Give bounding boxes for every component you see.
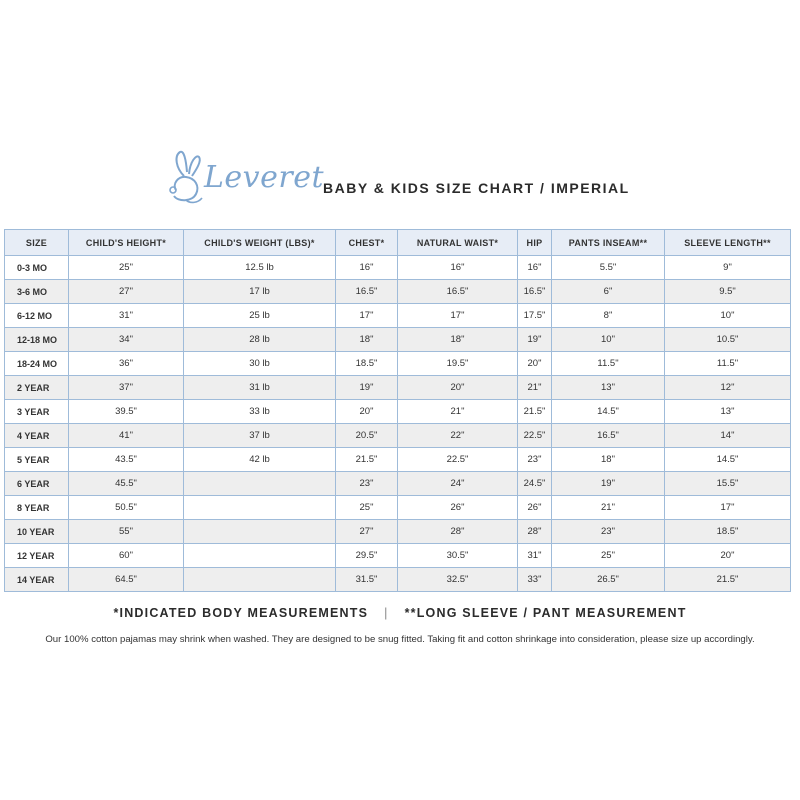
table-cell: 17.5" (518, 304, 552, 328)
table-cell: 45.5" (69, 472, 184, 496)
table-row (5, 352, 791, 376)
table-cell: 16.5" (336, 280, 398, 304)
table-cell: 33" (518, 568, 552, 592)
table-cell: 14.5" (665, 448, 791, 472)
table-row (5, 256, 791, 280)
table-cell: 26" (398, 496, 518, 520)
table-cell: 18" (552, 448, 665, 472)
table-cell: 18.5" (665, 520, 791, 544)
table-cell: 10" (665, 304, 791, 328)
table-cell: 36" (69, 352, 184, 376)
table-row (5, 280, 791, 304)
column-header: SLEEVE LENGTH** (665, 230, 791, 256)
table-cell: 16.5" (398, 280, 518, 304)
logo-text: Leveret (204, 160, 325, 195)
table-cell: 10" (552, 328, 665, 352)
size-label-cell: 5 YEAR (5, 448, 69, 472)
table-row (5, 544, 791, 568)
table-cell: 39.5" (69, 400, 184, 424)
table-cell: 23" (518, 448, 552, 472)
table-cell: 18" (336, 328, 398, 352)
table-cell: 26.5" (552, 568, 665, 592)
table-cell: 25" (336, 496, 398, 520)
table-cell: 17" (336, 304, 398, 328)
footnote-body-measurements: *INDICATED BODY MEASUREMENTS (113, 606, 369, 620)
table-cell: 17 lb (184, 280, 336, 304)
table-cell: 13" (665, 400, 791, 424)
table-cell: 16.5" (552, 424, 665, 448)
table-cell: 24.5" (518, 472, 552, 496)
table-cell: 31.5" (336, 568, 398, 592)
size-label-cell: 12-18 MO (5, 328, 69, 352)
table-cell: 20" (336, 400, 398, 424)
table-row (5, 424, 791, 448)
table-cell: 12" (665, 376, 791, 400)
size-label-cell: 3-6 MO (5, 280, 69, 304)
table-cell: 34" (69, 328, 184, 352)
table-cell: 16.5" (518, 280, 552, 304)
table-header-row (5, 230, 791, 256)
table-cell: 55" (69, 520, 184, 544)
table-cell: 22.5" (518, 424, 552, 448)
table-cell (184, 472, 336, 496)
table-cell: 21" (552, 496, 665, 520)
table-cell: 41" (69, 424, 184, 448)
table-cell: 21" (518, 376, 552, 400)
size-label-cell: 3 YEAR (5, 400, 69, 424)
table-cell: 13" (552, 376, 665, 400)
footnote-separator: | (384, 606, 389, 620)
table-cell: 27" (69, 280, 184, 304)
size-label-cell: 6-12 MO (5, 304, 69, 328)
table-cell: 16" (336, 256, 398, 280)
table-cell: 28" (518, 520, 552, 544)
size-label-cell: 14 YEAR (5, 568, 69, 592)
size-label-cell: 2 YEAR (5, 376, 69, 400)
table-row (5, 472, 791, 496)
table-cell: 14.5" (552, 400, 665, 424)
size-label-cell: 6 YEAR (5, 472, 69, 496)
table-cell: 20" (665, 544, 791, 568)
table-cell: 10.5" (665, 328, 791, 352)
table-cell: 18" (398, 328, 518, 352)
column-header: SIZE (5, 230, 69, 256)
table-cell: 25" (69, 256, 184, 280)
table-cell: 31" (518, 544, 552, 568)
table-cell: 23" (336, 472, 398, 496)
table-cell: 37" (69, 376, 184, 400)
table-cell: 60" (69, 544, 184, 568)
header (168, 148, 688, 210)
table-row (5, 568, 791, 592)
table-cell (184, 496, 336, 520)
size-label-cell: 8 YEAR (5, 496, 69, 520)
table-cell: 37 lb (184, 424, 336, 448)
size-chart-table (4, 229, 791, 592)
table-cell: 14" (665, 424, 791, 448)
brand-logo (168, 148, 325, 210)
table-row (5, 328, 791, 352)
column-header: NATURAL WAIST* (398, 230, 518, 256)
table-cell: 25 lb (184, 304, 336, 328)
table-cell (184, 568, 336, 592)
table-cell: 33 lb (184, 400, 336, 424)
size-label-cell: 12 YEAR (5, 544, 69, 568)
table-cell: 50.5" (69, 496, 184, 520)
column-header: CHEST* (336, 230, 398, 256)
table-cell: 22.5" (398, 448, 518, 472)
table-row (5, 496, 791, 520)
table-cell: 20" (398, 376, 518, 400)
table-cell: 17" (665, 496, 791, 520)
table-cell: 19" (552, 472, 665, 496)
table-cell: 31" (69, 304, 184, 328)
table-cell: 18.5" (336, 352, 398, 376)
table-cell: 5.5" (552, 256, 665, 280)
table-cell: 11.5" (665, 352, 791, 376)
column-header: HIP (518, 230, 552, 256)
table-cell: 19" (336, 376, 398, 400)
table-cell: 21.5" (336, 448, 398, 472)
table-cell: 28 lb (184, 328, 336, 352)
table-cell: 64.5" (69, 568, 184, 592)
table-cell: 27" (336, 520, 398, 544)
table-cell: 12.5 lb (184, 256, 336, 280)
table-cell: 6" (552, 280, 665, 304)
size-label-cell: 10 YEAR (5, 520, 69, 544)
table-cell: 30.5" (398, 544, 518, 568)
table-row (5, 376, 791, 400)
column-header: CHILD'S WEIGHT (LBS)* (184, 230, 336, 256)
table-cell: 23" (552, 520, 665, 544)
table-cell: 24" (398, 472, 518, 496)
table-cell: 28" (398, 520, 518, 544)
table-cell: 32.5" (398, 568, 518, 592)
size-label-cell: 0-3 MO (5, 256, 69, 280)
table-row (5, 400, 791, 424)
table-cell: 21.5" (665, 568, 791, 592)
column-header: CHILD'S HEIGHT* (69, 230, 184, 256)
table-row (5, 448, 791, 472)
footnotes (0, 606, 800, 620)
table-cell: 21.5" (518, 400, 552, 424)
table-cell: 15.5" (665, 472, 791, 496)
size-label-cell: 4 YEAR (5, 424, 69, 448)
table-cell (184, 520, 336, 544)
table-cell: 19.5" (398, 352, 518, 376)
shrinkage-disclaimer: Our 100% cotton pajamas may shrink when washed. They are designed to be snug fitted. Taking fit and cotton shrinkage into consideration, please size up accordingly. (45, 634, 755, 645)
table-cell: 9.5" (665, 280, 791, 304)
table-cell: 17" (398, 304, 518, 328)
table-row (5, 520, 791, 544)
table-cell: 8" (552, 304, 665, 328)
table-cell: 21" (398, 400, 518, 424)
size-label-cell: 18-24 MO (5, 352, 69, 376)
table-cell: 16" (398, 256, 518, 280)
table-cell: 22" (398, 424, 518, 448)
table-cell: 43.5" (69, 448, 184, 472)
table-cell: 20" (518, 352, 552, 376)
table-cell: 30 lb (184, 352, 336, 376)
table-cell: 20.5" (336, 424, 398, 448)
table-cell: 11.5" (552, 352, 665, 376)
table-row (5, 304, 791, 328)
table-cell (184, 544, 336, 568)
table-cell: 42 lb (184, 448, 336, 472)
column-header: PANTS INSEAM** (552, 230, 665, 256)
page-title: BABY & KIDS SIZE CHART / IMPERIAL (323, 180, 630, 196)
table-cell: 9" (665, 256, 791, 280)
table-cell: 25" (552, 544, 665, 568)
table-cell: 29.5" (336, 544, 398, 568)
table-cell: 31 lb (184, 376, 336, 400)
table-cell: 19" (518, 328, 552, 352)
footnote-long-sleeve: **LONG SLEEVE / PANT MEASUREMENT (404, 606, 687, 620)
table-cell: 16" (518, 256, 552, 280)
table-body (5, 256, 791, 592)
table-cell: 26" (518, 496, 552, 520)
